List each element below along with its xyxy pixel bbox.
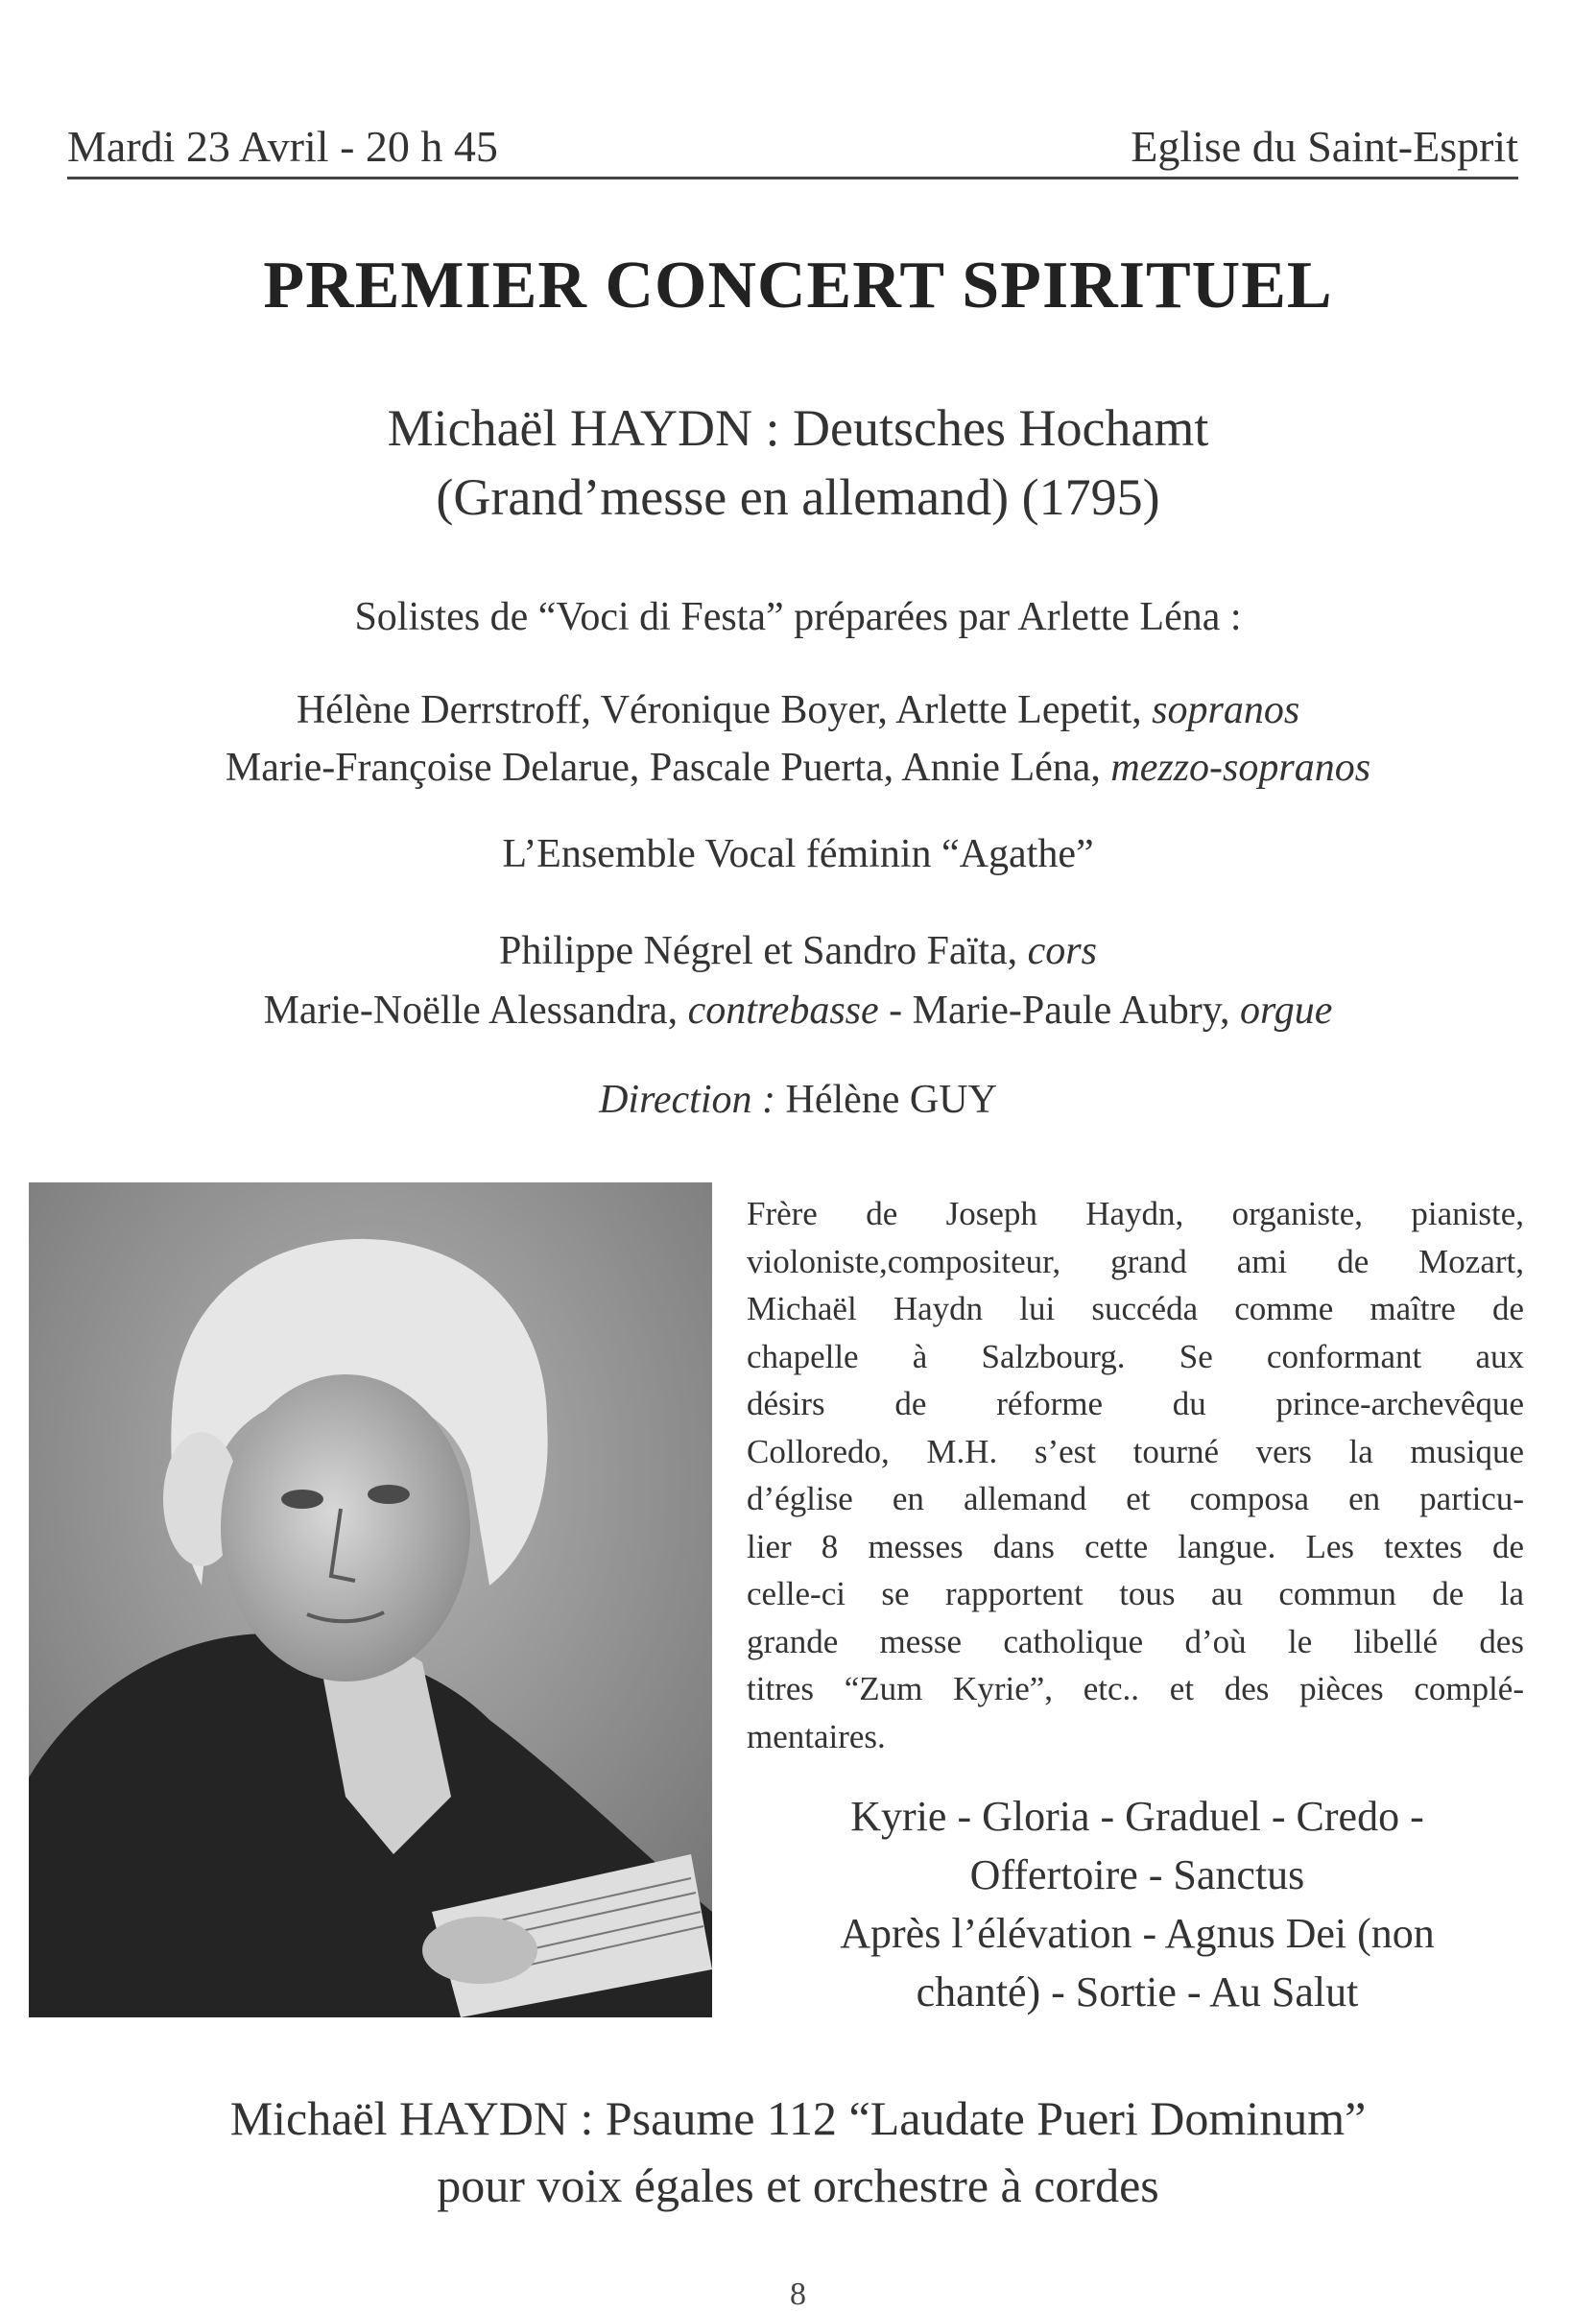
- page-number: 8: [790, 2277, 806, 2312]
- work-title-1-line2: (Grand’messe en allemand) (1795): [436, 468, 1160, 526]
- cors-names: Philippe Négrel et Sandro Faïta,: [499, 929, 1028, 973]
- composer-portrait: [29, 1182, 712, 2017]
- bio-line: celle-ci se rapportent tous au commun de la: [747, 1575, 1524, 1612]
- soloists-intro: Solistes de “Voci di Festa” préparées par Arlette Léna :: [354, 595, 1242, 639]
- bio-line: désirs de réforme du prince-archevêque: [747, 1385, 1524, 1422]
- bio-line: Colloredo, M.H. s’est tourné vers la musique: [747, 1432, 1524, 1470]
- bio-line: mentaires.: [747, 1717, 886, 1755]
- work-title-1: [0, 393, 1596, 532]
- bio-line: d’église en allemand et composa en particu-: [747, 1480, 1524, 1517]
- bio-line: Frère de Joseph Haydn, organiste, pianiste,: [747, 1195, 1524, 1232]
- sopranos-role: sopranos: [1152, 688, 1300, 732]
- singers-list: [0, 681, 1596, 797]
- work-title-2-line2: pour voix égales et orchestre à cordes: [437, 2158, 1159, 2212]
- bio-line: Michaël Haydn lui succéda comme maître de: [747, 1290, 1524, 1327]
- work-title-2-line1: Michaël HAYDN : Psaume 112 “Laudate Pueri Dominum”: [229, 2091, 1367, 2145]
- direction-label: Direction :: [599, 1078, 775, 1122]
- work-title-2: [0, 2085, 1596, 2219]
- director-name: Hélène GUY: [774, 1078, 997, 1122]
- mass-parts-line: Kyrie - Gloria - Graduel - Credo -: [850, 1793, 1424, 1840]
- cors-role: cors: [1027, 929, 1097, 973]
- mezzo-role: mezzo-sopranos: [1110, 746, 1371, 790]
- bio-line: lier 8 messes dans cette langue. Les textes de: [747, 1527, 1524, 1565]
- mass-parts-list: [749, 1787, 1526, 2021]
- mezzo-line: [0, 739, 1596, 797]
- instrumentalists-list: [0, 921, 1596, 1040]
- contrebasse-role: contrebasse: [687, 989, 879, 1033]
- bio-line: violoniste,compositeur, grand ami de Mozart,: [747, 1242, 1524, 1280]
- sopranos-line: [0, 681, 1596, 739]
- ensemble-name: L’Ensemble Vocal féminin “Agathe”: [502, 832, 1094, 876]
- cors-line: [0, 921, 1596, 981]
- mezzo-names: Marie-Françoise Delarue, Pascale Puerta, Annie Léna,: [225, 746, 1111, 790]
- sopranos-names: Hélène Derrstroff, Véronique Boyer, Arlette Lepetit,: [296, 688, 1153, 732]
- mass-parts-line: Offertoire - Sanctus: [969, 1851, 1305, 1898]
- contrebasse-name: Marie-Noëlle Alessandra,: [263, 989, 688, 1033]
- organ-name: - Marie-Paule Aubry,: [878, 989, 1240, 1033]
- bio-line: chapelle à Salzbourg. Se conformant aux: [747, 1337, 1524, 1375]
- concert-venue: Eglise du Saint-Esprit: [1131, 122, 1518, 171]
- page-header: [67, 122, 1518, 179]
- direction-line: [0, 1073, 1596, 1127]
- page-title: PREMIER CONCERT SPIRITUEL: [263, 249, 1333, 322]
- concert-date: Mardi 23 Avril - 20 h 45: [67, 122, 498, 171]
- work-title-1-line1: Michaël HAYDN : Deutsches Hochamt: [387, 399, 1209, 457]
- mass-parts-line: chanté) - Sortie - Au Salut: [916, 1968, 1359, 2015]
- organ-role: orgue: [1240, 989, 1333, 1033]
- composer-biography: [747, 1190, 1524, 1760]
- bass-organ-line: [0, 981, 1596, 1040]
- bio-line: titres “Zum Kyrie”, etc.. et des pièces complé-: [747, 1670, 1524, 1707]
- bio-line: grande messe catholique d’où le libellé des: [747, 1622, 1524, 1660]
- mass-parts-line: Après l’élévation - Agnus Dei (non: [840, 1910, 1435, 1957]
